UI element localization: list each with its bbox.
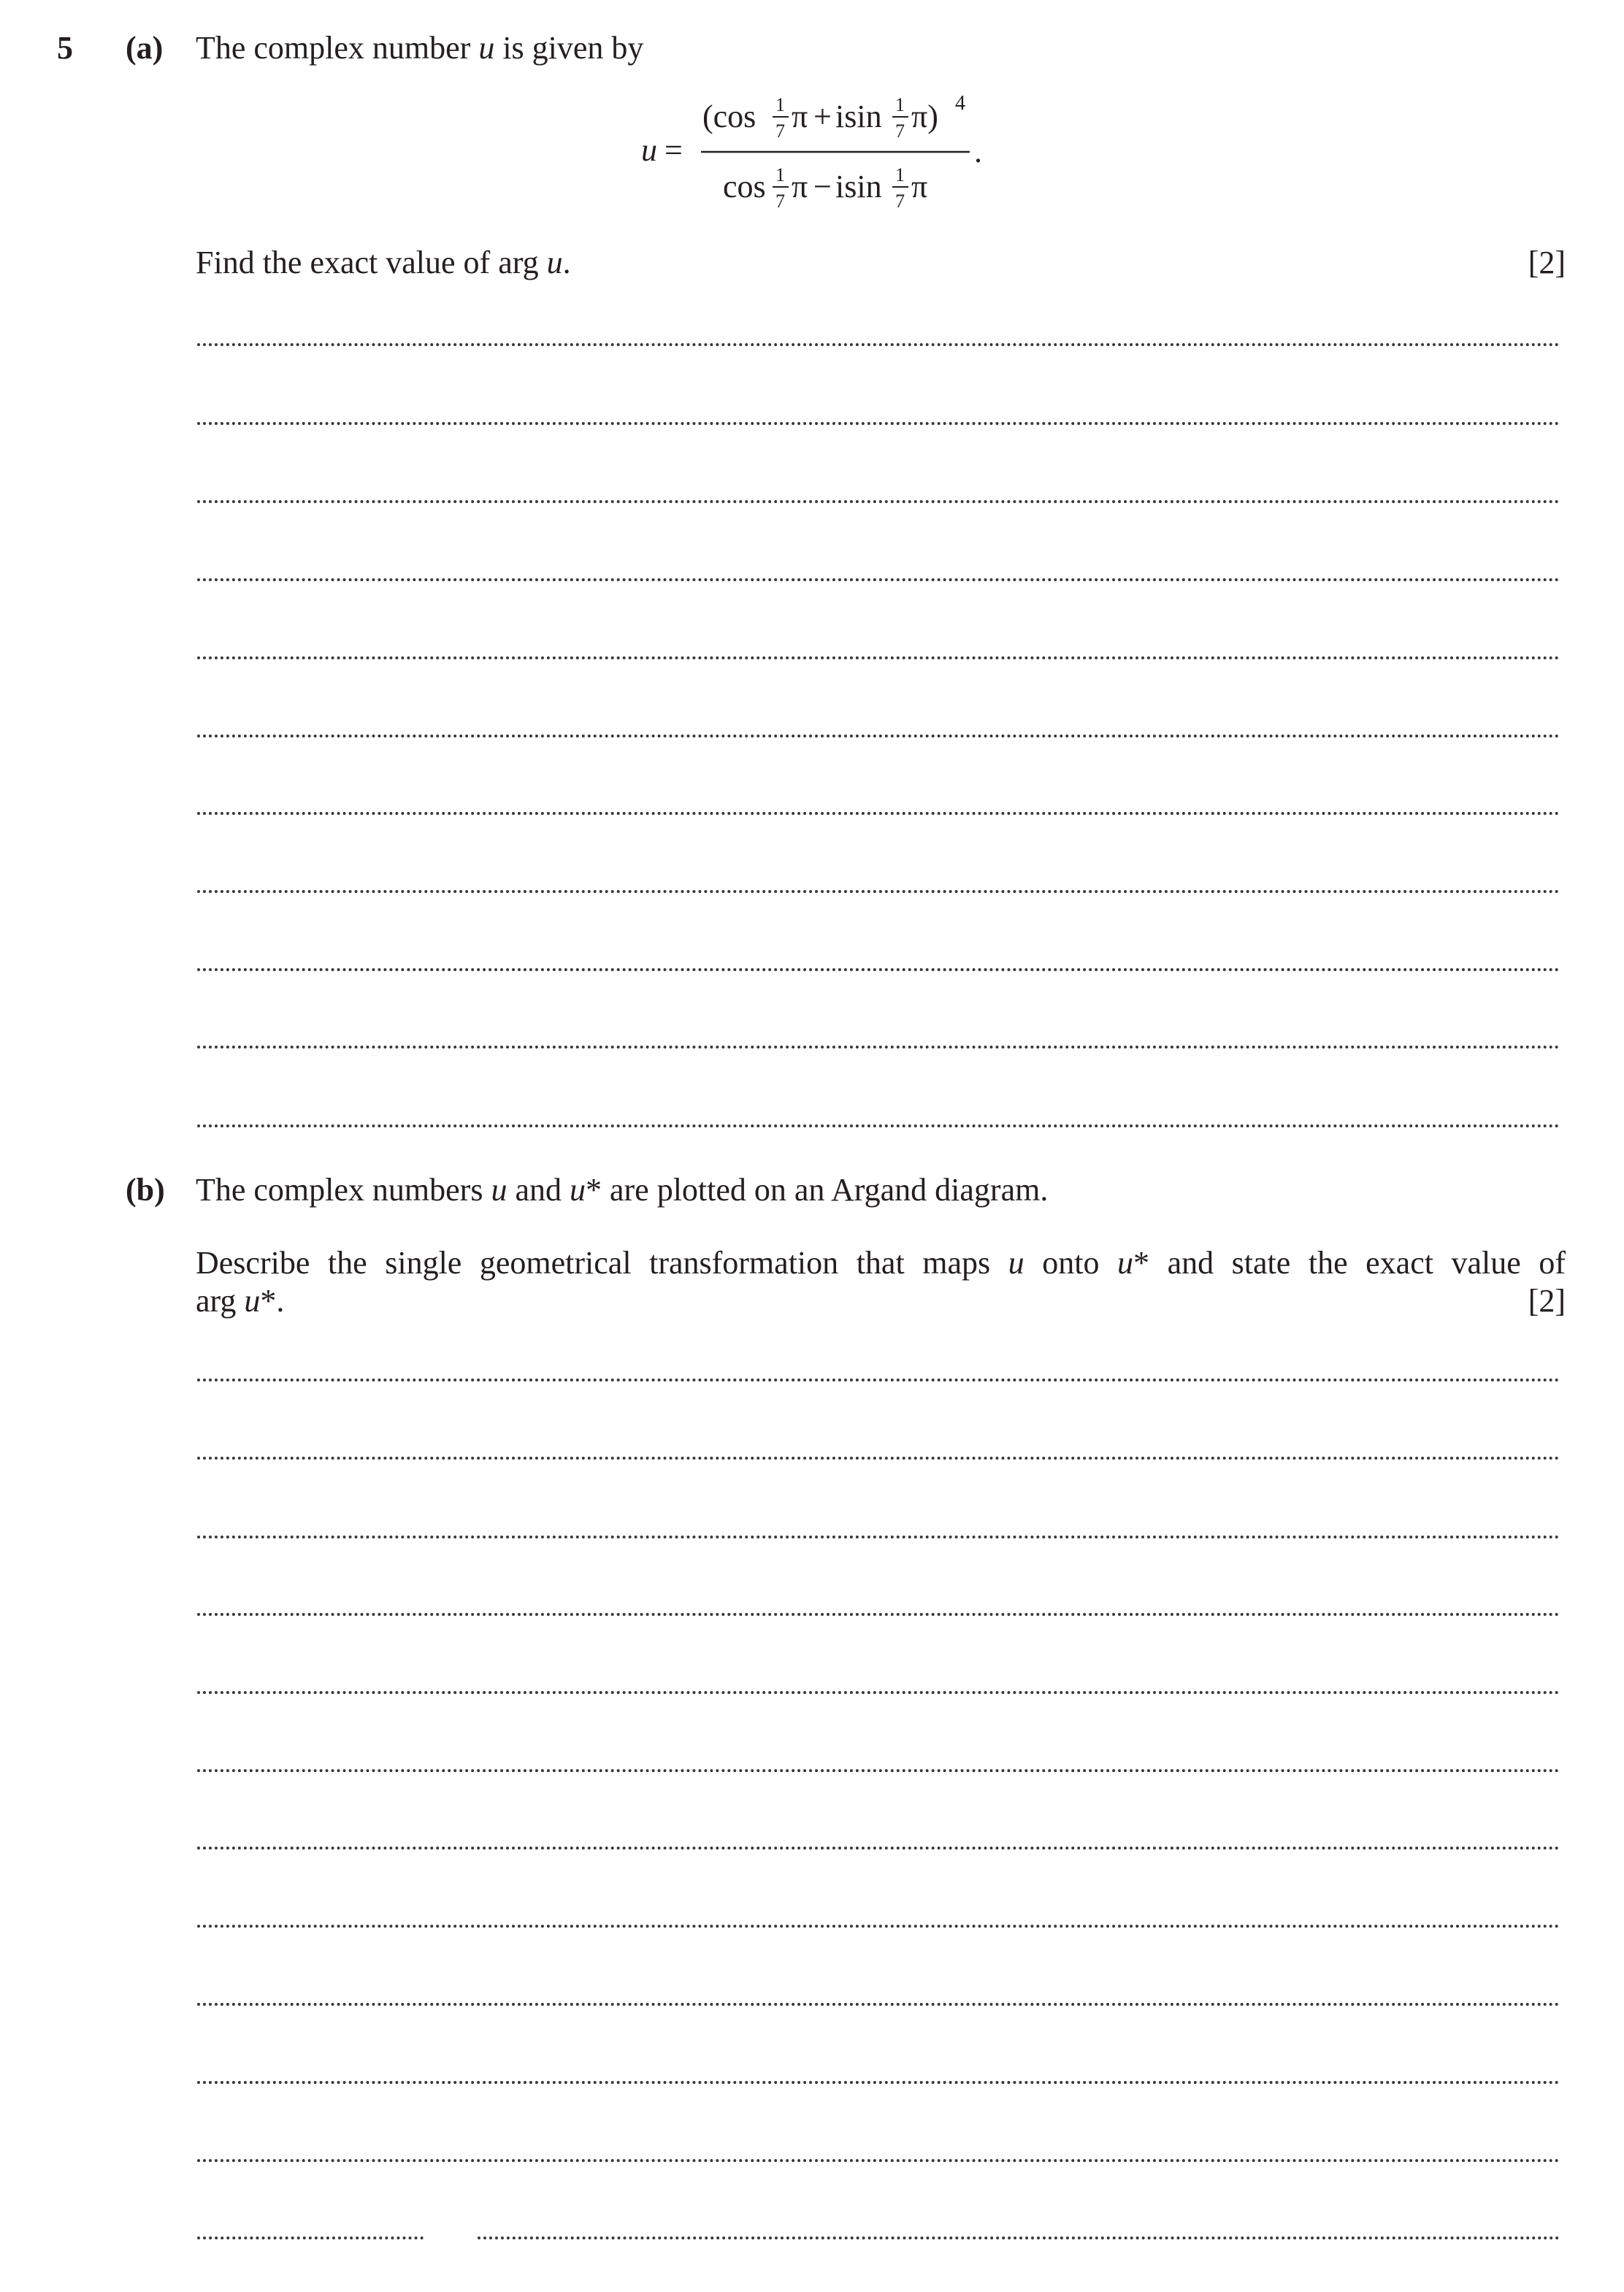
variable-u: u [1117, 1245, 1134, 1281]
variable-u: u [491, 1172, 508, 1208]
formula-frac-num-2: 1 [895, 94, 905, 115]
variable-u: u [569, 1172, 586, 1208]
formula-frac-den-1: 7 [775, 120, 785, 142]
formula-exponent: 4 [955, 92, 965, 115]
formula-frac-den-4: 7 [895, 191, 905, 212]
part-a-task-text: Find the exact value of arg [196, 245, 547, 280]
formula-minus: − [813, 169, 832, 204]
formula-num-open: (cos [702, 99, 757, 134]
answer-line-b-11[interactable] [197, 2159, 1560, 2162]
answer-line-a-11[interactable] [197, 1124, 1560, 1127]
part-b-task-text-2: onto [1024, 1245, 1118, 1281]
answer-line-a-6[interactable] [197, 735, 1560, 737]
answer-line-a-3[interactable] [197, 500, 1560, 503]
answer-line-b-5[interactable] [197, 1691, 1560, 1694]
formula-pi-1: π [792, 99, 808, 134]
formula-equals: = [664, 132, 683, 168]
answer-line-b-3[interactable] [197, 1536, 1560, 1538]
part-a-intro-text: The complex number [196, 30, 479, 66]
formula-plus: + [813, 99, 832, 134]
answer-line-a-5[interactable] [197, 656, 1560, 659]
answer-line-a-2[interactable] [197, 422, 1560, 425]
part-b-task-line2-pre: arg [196, 1283, 245, 1319]
answer-line-a-8[interactable] [197, 890, 1560, 893]
part-a-marks: [2] [1528, 245, 1566, 280]
variable-u: u [478, 30, 495, 66]
formula-pi-3: π [792, 169, 808, 204]
part-b-task-line-1 [196, 1244, 1566, 1282]
answer-line-b-4[interactable] [197, 1613, 1560, 1616]
formula-u [635, 92, 1000, 219]
formula-isin-1: isin [835, 99, 882, 134]
answer-line-a-7[interactable] [197, 812, 1560, 815]
formula-graphic [635, 92, 1000, 219]
answer-line-b-8[interactable] [197, 1925, 1560, 1928]
variable-u: u [1008, 1245, 1024, 1281]
answer-line-a-1[interactable] [197, 343, 1560, 346]
formula-frac-den-2: 7 [895, 120, 905, 142]
answer-line-b-2[interactable] [197, 1457, 1560, 1460]
part-b-task-line-2 [196, 1282, 284, 1320]
formula-period: . [974, 134, 982, 169]
part-b-intro-text-3: * are plotted on an Argand diagram. [585, 1172, 1049, 1208]
formula-frac-num-3: 1 [775, 164, 785, 185]
part-a-label: (a) [126, 30, 164, 66]
formula-pi-4: π [911, 169, 928, 204]
part-a-task [196, 244, 571, 282]
variable-u: u [546, 245, 563, 280]
answer-line-a-4[interactable] [197, 578, 1560, 581]
part-b-intro-text-1: The complex numbers [196, 1172, 491, 1208]
part-a-task-end: . [562, 245, 571, 280]
part-b-intro-text-2: and [507, 1172, 570, 1208]
formula-frac-num-1: 1 [775, 94, 785, 115]
variable-u: u [244, 1283, 261, 1319]
answer-line-b-12-short[interactable] [197, 2237, 424, 2239]
part-b-label: (b) [126, 1172, 165, 1208]
part-b-marks: [2] [1528, 1283, 1566, 1319]
question-number: 5 [57, 30, 73, 66]
part-a-intro [196, 29, 643, 67]
part-a-intro-text-end: is given by [494, 30, 644, 66]
formula-den-cos: cos [723, 169, 766, 204]
part-b-task-text-3: * and state the exact value of [1133, 1245, 1566, 1281]
answer-line-b-12-long[interactable] [478, 2237, 1560, 2239]
formula-num-close: π) [911, 99, 938, 134]
answer-line-b-6[interactable] [197, 1769, 1560, 1772]
answer-line-b-1[interactable] [197, 1379, 1560, 1381]
formula-isin-2: isin [835, 169, 882, 204]
formula-lhs-var: u [641, 132, 657, 168]
answer-line-b-10[interactable] [197, 2081, 1560, 2084]
answer-line-a-10[interactable] [197, 1046, 1560, 1049]
formula-frac-den-3: 7 [775, 191, 785, 212]
answer-line-b-9[interactable] [197, 2003, 1560, 2006]
part-b-intro [196, 1171, 1048, 1209]
answer-line-b-7[interactable] [197, 1847, 1560, 1850]
part-b-task-text-1: Describe the single geometrical transformation that maps [196, 1245, 1008, 1281]
answer-line-a-9[interactable] [197, 968, 1560, 971]
part-b-task-line2-post: *. [260, 1283, 285, 1319]
formula-frac-num-4: 1 [895, 164, 905, 185]
